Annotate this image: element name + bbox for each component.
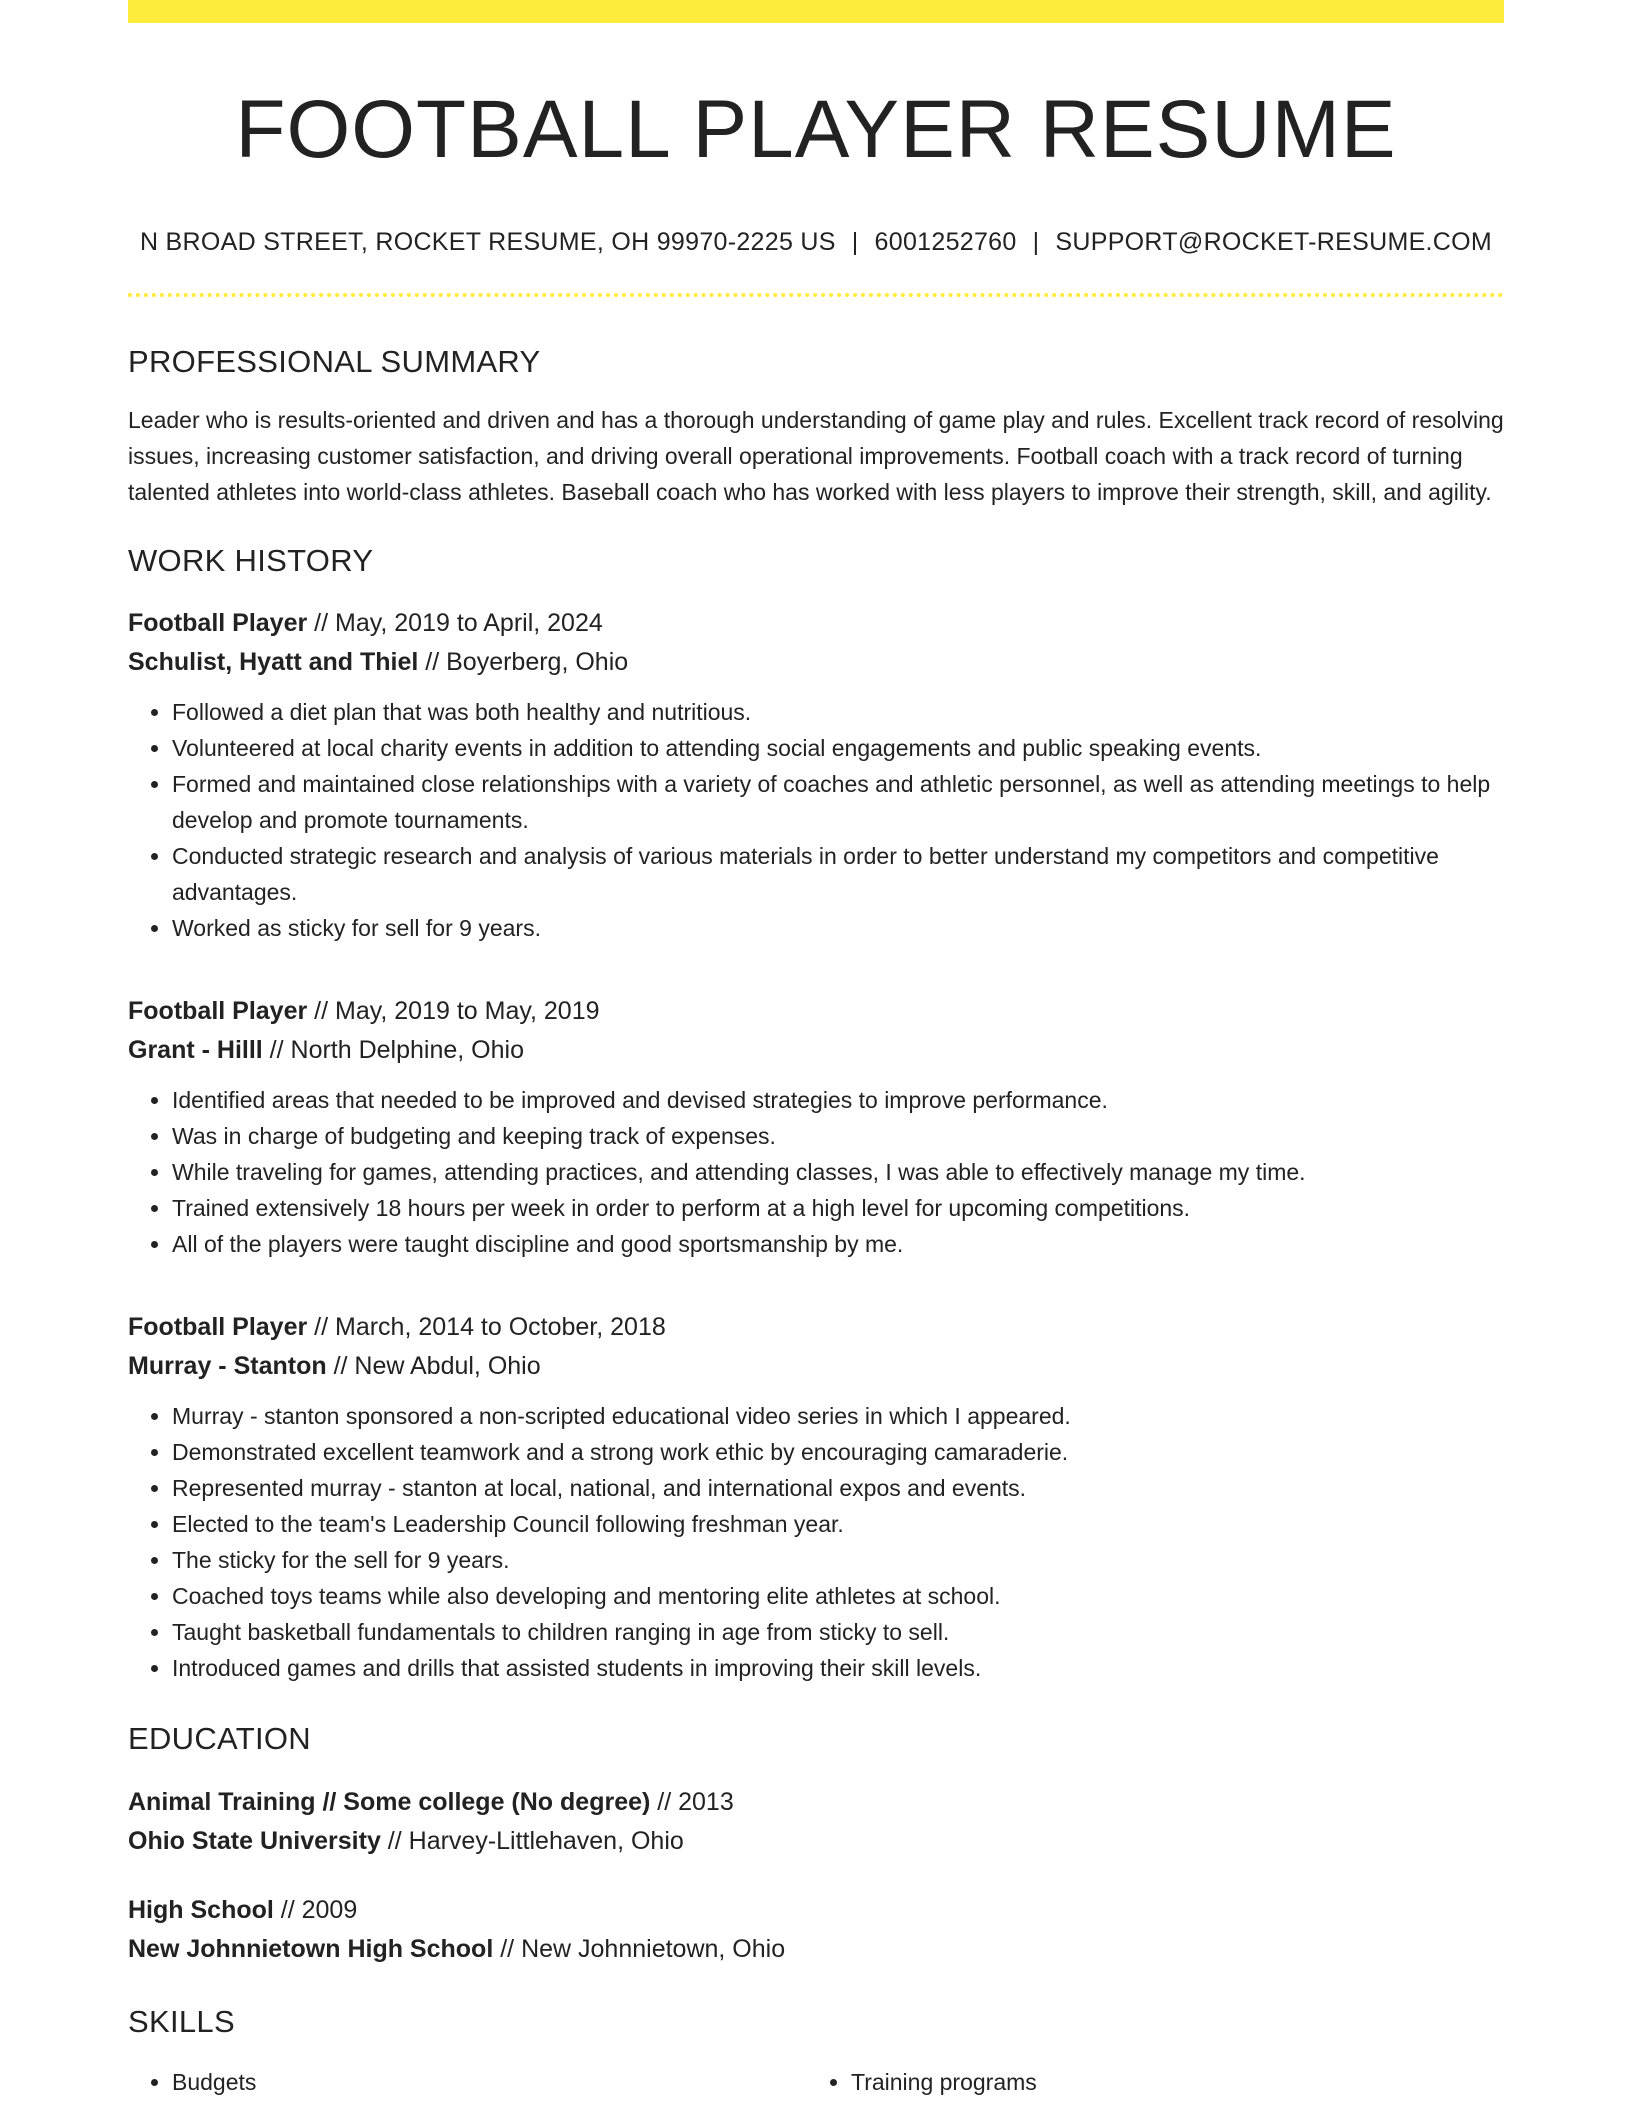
job-company: Grant - Hilll — [128, 1035, 263, 1064]
list-item: • Worked as sticky for sell for 9 years. — [172, 910, 1504, 946]
contact-separator: | — [1032, 228, 1040, 257]
education-school-line — [128, 1822, 1504, 1861]
list-item: • Formed and maintained close relationships with a variety of coaches and athletic personnel, as well as attending meetings to help develop and promote tournaments. — [172, 766, 1504, 838]
job-dates: // March, 2014 to October, 2018 — [307, 1312, 666, 1341]
education-entry — [128, 1783, 1504, 1861]
education-school-line — [128, 1930, 1504, 1969]
list-item: • Represented murray - stanton at local, national, and international expos and events. — [172, 1470, 1504, 1506]
resume-title: FOOTBALL PLAYER RESUME — [235, 84, 1397, 175]
list-item: • Coached toys teams while also developing and mentoring elite athletes at school. — [172, 1578, 1504, 1614]
skills-grid — [128, 2064, 1504, 2100]
job-bullets — [128, 694, 1504, 946]
list-item: • All of the players were taught discipline and good sportsmanship by me. — [172, 1226, 1504, 1262]
summary-text: Leader who is results-oriented and driven and has a thorough understanding of game play and rules. Excellent track record of resolving issues, increasing customer satisfaction, and driving overall operational improvements. Football coach with a track record of turning talented athletes into world-class athletes. Baseball coach who has worked with less players to improve their strength, skill, and agility. — [128, 407, 1504, 506]
contact-address: N BROAD STREET, ROCKET RESUME, OH 99970-2225 US — [139, 228, 836, 257]
skills-column-right — [807, 2064, 1486, 2100]
job-company: Murray - Stanton — [128, 1351, 327, 1380]
education-degree: Animal Training // Some college (No degree) — [128, 1787, 651, 1816]
job-location: // Boyerberg, Ohio — [418, 647, 629, 676]
job-company-line — [128, 643, 1504, 682]
accent-top-bar — [128, 0, 1504, 23]
contact-line — [128, 227, 1504, 257]
job-role: Football Player — [128, 996, 308, 1025]
skill-item: • Training programs — [851, 2064, 1486, 2100]
education-school: New Johnnietown High School — [128, 1934, 494, 1963]
list-item: • Elected to the team's Leadership Council following freshman year. — [172, 1506, 1504, 1542]
education-degree-line — [128, 1783, 1504, 1822]
job-role: Football Player — [128, 608, 308, 637]
job-company-line — [128, 1031, 1504, 1070]
list-item: • Conducted strategic research and analysis of various materials in order to better understand my competitors and competitive advantages. — [172, 838, 1504, 910]
dotted-divider — [128, 293, 1504, 297]
job-dates: // May, 2019 to April, 2024 — [307, 608, 603, 637]
job-location: // North Delphine, Ohio — [262, 1035, 524, 1064]
section-title-education: EDUCATION — [128, 1720, 311, 1756]
job-entry — [128, 1308, 1504, 1686]
education-year: // 2013 — [650, 1787, 734, 1816]
job-entry — [128, 604, 1504, 946]
resume-page — [128, 0, 1504, 2100]
contact-phone[interactable]: 6001252760 — [874, 228, 1017, 257]
contact-email[interactable]: SUPPORT@ROCKET-RESUME.COM — [1055, 228, 1493, 257]
education-degree-line — [128, 1891, 1504, 1930]
list-item: • Demonstrated excellent teamwork and a strong work ethic by encouraging camaraderie. — [172, 1434, 1504, 1470]
job-role: Football Player — [128, 1312, 308, 1341]
list-item: • Introduced games and drills that assisted students in improving their skill levels. — [172, 1650, 1504, 1686]
job-bullets — [128, 1398, 1504, 1686]
job-role-line — [128, 604, 1504, 643]
job-role-line — [128, 1308, 1504, 1347]
education-school: Ohio State University — [128, 1826, 381, 1855]
job-dates: // May, 2019 to May, 2019 — [307, 996, 600, 1025]
job-company-line — [128, 1347, 1504, 1386]
list-item: • Taught basketball fundamentals to children ranging in age from sticky to sell. — [172, 1614, 1504, 1650]
section-title-work-history: WORK HISTORY — [128, 543, 374, 579]
list-item: • Followed a diet plan that was both healthy and nutritious. — [172, 694, 1504, 730]
job-company: Schulist, Hyatt and Thiel — [128, 647, 419, 676]
contact-separator: | — [851, 228, 859, 257]
section-title-skills: SKILLS — [128, 2003, 235, 2039]
list-item: • The sticky for the sell for 9 years. — [172, 1542, 1504, 1578]
job-location: // New Abdul, Ohio — [326, 1351, 541, 1380]
list-item: • Identified areas that needed to be improved and devised strategies to improve performance. — [172, 1082, 1504, 1118]
education-location: // Harvey-Littlehaven, Ohio — [380, 1826, 684, 1855]
education-year: // 2009 — [273, 1895, 358, 1924]
list-item: • Murray - stanton sponsored a non-scripted educational video series in which I appeared. — [172, 1398, 1504, 1434]
education-location: // New Johnnietown, Ohio — [493, 1934, 786, 1963]
job-bullets — [128, 1082, 1504, 1262]
education-degree: High School — [128, 1895, 274, 1924]
list-item: • Was in charge of budgeting and keeping track of expenses. — [172, 1118, 1504, 1154]
job-role-line — [128, 992, 1504, 1031]
list-item: • Trained extensively 18 hours per week in order to perform at a high level for upcoming competitions. — [172, 1190, 1504, 1226]
education-entry — [128, 1891, 1504, 1969]
skill-item: • Budgets — [172, 2064, 807, 2100]
list-item: • While traveling for games, attending practices, and attending classes, I was able to effectively manage my time. — [172, 1154, 1504, 1190]
list-item: • Volunteered at local charity events in addition to attending social engagements and public speaking events. — [172, 730, 1504, 766]
job-entry — [128, 992, 1504, 1262]
section-title-summary: PROFESSIONAL SUMMARY — [128, 344, 541, 380]
skills-column-left — [128, 2064, 807, 2100]
